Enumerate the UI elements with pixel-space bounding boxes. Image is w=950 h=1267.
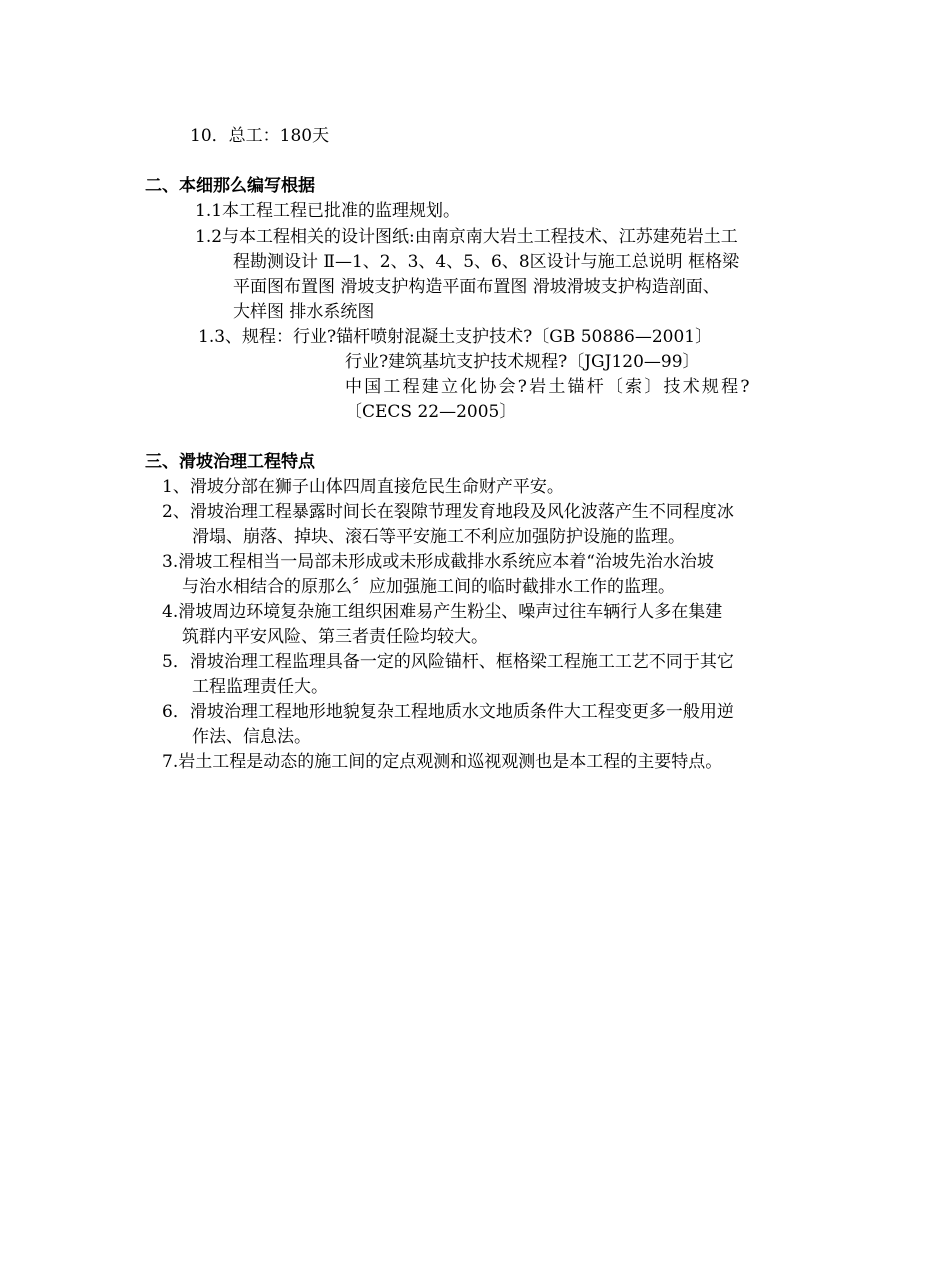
feature-2-line-2: 滑塌、崩落、掉块、滚石等平安施工不利应加强防护设施的监理。 (192, 527, 685, 547)
feature-2-line-1: 2、滑坡治理工程暴露时间长在裂隙节理发育地段及风化波落产生不同程度冰 (162, 502, 734, 522)
feature-1: 1、滑坡分部在狮子山体四周直接危民生命财产平安。 (162, 477, 564, 497)
feature-4-line-2: 筑群内平安风险、第三者责任险均较大。 (182, 627, 488, 647)
section-2-heading: 二、本细那么编写根据 (145, 176, 315, 196)
item-10: 10．总工：180天 (190, 126, 330, 146)
feature-3-line-1: 3.滑坡工程相当一局部未形成或未形成截排水系统应本着“治坡先治水治坡 (162, 552, 714, 572)
item-1-2-line-1: 1.2与本工程相关的设计图纸:由南京南大岩土工程技术、江苏建苑岩土工 (195, 227, 738, 247)
feature-7: 7.岩土工程是动态的施工间的定点观测和巡视观测也是本工程的主要特点。 (162, 752, 723, 772)
item-1-2-line-3: 平面图布置图 滑坡支护构造平面布置图 滑坡滑坡支护构造剖面、 (233, 277, 720, 297)
feature-3-line-2: 与治水相结合的原那么〞应加强施工间的临时截排水工作的监理。 (182, 577, 675, 597)
feature-5-line-1: 5．滑坡治理工程监理具备一定的风险锚杆、框格梁工程施工工艺不同于其它 (162, 652, 734, 672)
item-1-3-line-2: 行业?建筑基坑支护技术规程?〔JGJ120—99〕 (345, 352, 700, 372)
feature-5-line-2: 工程监理责任大。 (192, 677, 328, 697)
item-1-3-line-4: 〔CECS 22—2005〕 (345, 402, 517, 422)
feature-6-line-2: 作法、信息法。 (192, 727, 311, 747)
item-1-1: 1.1本工程工程已批准的监理规划。 (195, 201, 461, 221)
section-3-heading: 三、滑坡治理工程特点 (145, 452, 315, 472)
item-1-3-line-3: 中国工程建立化协会?岩土锚杆〔索〕技术规程? (345, 377, 752, 397)
item-1-2-line-4: 大样图 排水系统图 (233, 302, 375, 322)
feature-6-line-1: 6．滑坡治理工程地形地貌复杂工程地质水文地质条件大工程变更多一般用逆 (162, 702, 734, 722)
item-1-2-line-2: 程勘测设计 Ⅱ—1、2、3、4、5、6、8区设计与施工总说明 框格梁 (233, 252, 740, 272)
item-1-3-line-1: 1.3、规程：行业?锚杆喷射混凝土支护技术?〔GB 50886—2001〕 (198, 327, 713, 347)
feature-4-line-1: 4.滑坡周边环境复杂施工组织困难易产生粉尘、噪声过往车辆行人多在集建 (162, 602, 723, 622)
